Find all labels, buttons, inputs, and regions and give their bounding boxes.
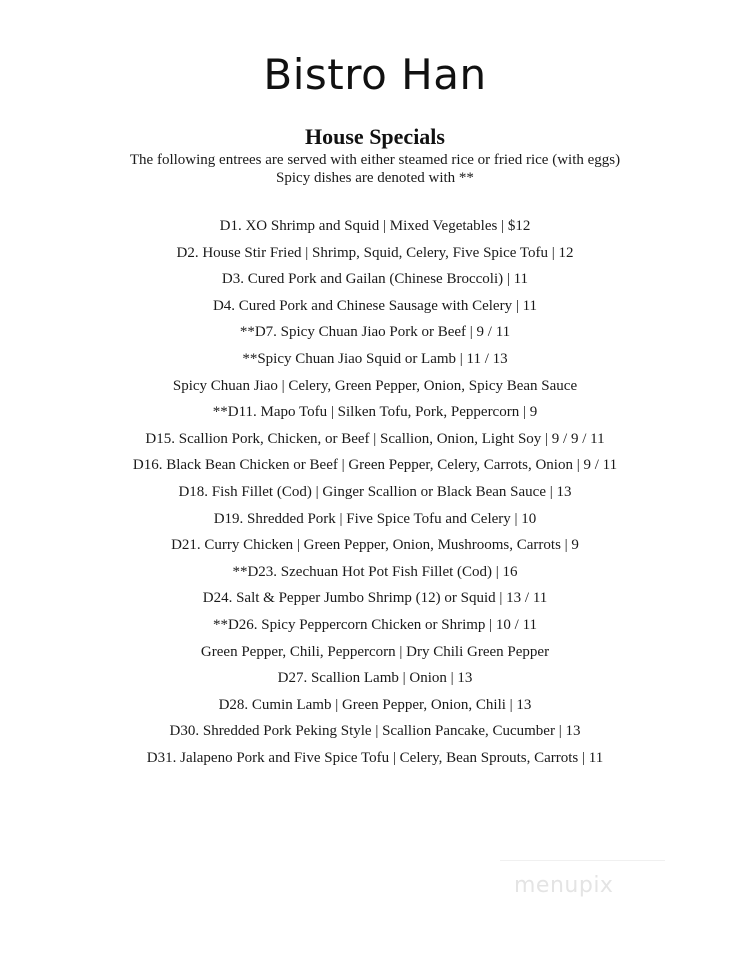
menu-item: D16. Black Bean Chicken or Beef | Green Pepper, Celery, Carrots, Onion | 9 / 11 xyxy=(132,457,618,474)
menu-item: **D7. Spicy Chuan Jiao Pork or Beef | 9 / 11 xyxy=(239,324,511,341)
menu-item: D30. Shredded Pork Peking Style | Scallion Pancake, Cucumber | 13 xyxy=(169,723,581,740)
menu-item-list xyxy=(0,213,750,771)
menu-item: D24. Salt & Pepper Jumbo Shrimp (12) or Squid | 13 / 11 xyxy=(202,590,548,607)
section-intro-rice: The following entrees are served with either steamed rice or fried rice (with eggs) xyxy=(129,152,621,168)
menupix-watermark: menupix xyxy=(514,873,614,898)
menu-item: D21. Curry Chicken | Green Pepper, Onion, Mushrooms, Carrots | 9 xyxy=(171,537,579,554)
menu-item: D2. House Stir Fried | Shrimp, Squid, Celery, Five Spice Tofu | 12 xyxy=(176,244,574,261)
menu-item: D31. Jalapeno Pork and Five Spice Tofu | Celery, Bean Sprouts, Carrots | 11 xyxy=(146,749,604,766)
menu-item: D27. Scallion Lamb | Onion | 13 xyxy=(277,670,473,687)
menu-item: **D11. Mapo Tofu | Silken Tofu, Pork, Peppercorn | 9 xyxy=(212,404,538,421)
menu-item: D19. Shredded Pork | Five Spice Tofu and Celery | 10 xyxy=(213,510,537,527)
menu-item: D1. XO Shrimp and Squid | Mixed Vegetables | $12 xyxy=(219,218,531,234)
menu-item: **D23. Szechuan Hot Pot Fish Fillet (Cod) | 16 xyxy=(232,563,518,580)
restaurant-name: Bistro Han xyxy=(263,50,487,99)
menu-item: **Spicy Chuan Jiao Squid or Lamb | 11 / 13 xyxy=(242,350,508,367)
menu-item: D4. Cured Pork and Chinese Sausage with Celery | 11 xyxy=(212,297,538,314)
menu-item: D18. Fish Fillet (Cod) | Ginger Scallion or Black Bean Sauce | 13 xyxy=(178,483,572,500)
menu-item: D28. Cumin Lamb | Green Pepper, Onion, Chili | 13 xyxy=(218,696,532,713)
menu-item: D3. Cured Pork and Gailan (Chinese Broccoli) | 11 xyxy=(221,271,529,288)
menu-item-description: Spicy Chuan Jiao | Celery, Green Pepper, Onion, Spicy Bean Sauce xyxy=(172,377,578,394)
menu-item-description: Green Pepper, Chili, Peppercorn | Dry Chili Green Pepper xyxy=(200,643,550,660)
section-intro-spicy-note: Spicy dishes are denoted with ** xyxy=(276,170,474,186)
watermark-divider xyxy=(500,860,665,861)
menu-item: D15. Scallion Pork, Chicken, or Beef | Scallion, Onion, Light Soy | 9 / 9 / 11 xyxy=(145,430,605,447)
menu-item: **D26. Spicy Peppercorn Chicken or Shrimp | 10 / 11 xyxy=(212,616,538,633)
section-title: House Specials xyxy=(305,124,445,149)
